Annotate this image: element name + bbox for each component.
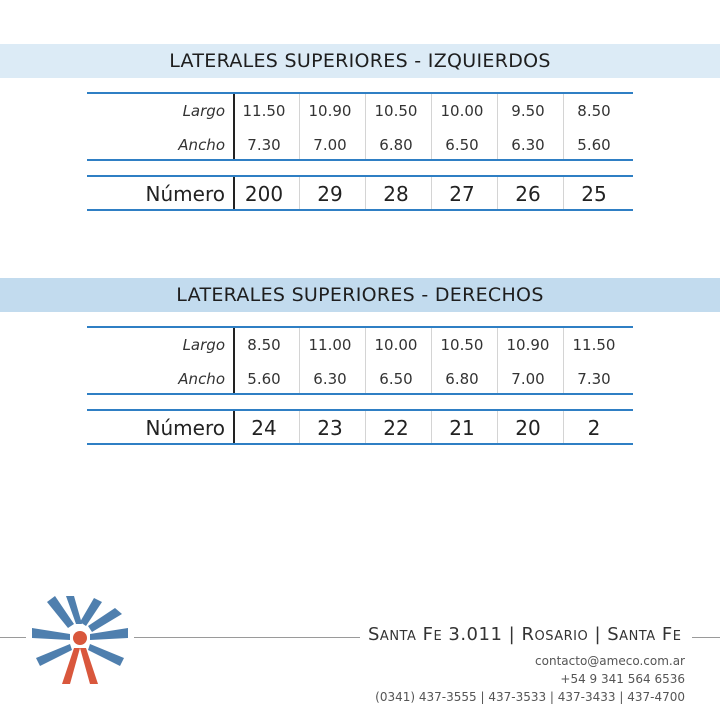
largo-cell: 8.50 bbox=[247, 336, 281, 354]
ameco-logo-icon bbox=[30, 594, 130, 686]
numero-cell: 26 bbox=[515, 182, 541, 206]
ancho-cell: 7.30 bbox=[577, 370, 611, 388]
cell-divider bbox=[497, 177, 498, 209]
cell-divider bbox=[497, 94, 498, 159]
footer-rule-middle bbox=[134, 637, 360, 638]
table-row-largo bbox=[87, 328, 633, 362]
cell-divider bbox=[365, 94, 366, 159]
ancho-cell: 5.60 bbox=[577, 136, 611, 154]
table-row-ancho bbox=[87, 362, 633, 396]
footer-address bbox=[368, 624, 681, 650]
contact-mobile: +54 9 341 564 6536 bbox=[560, 672, 685, 686]
cell-divider bbox=[299, 177, 300, 209]
numero-cell: 28 bbox=[383, 182, 409, 206]
table-row-ancho bbox=[87, 128, 633, 162]
largo-cell: 11.50 bbox=[572, 336, 616, 354]
ancho-cell: 7.00 bbox=[511, 370, 545, 388]
table-row-numero bbox=[87, 411, 633, 445]
cell-divider bbox=[299, 328, 300, 393]
cell-divider bbox=[431, 328, 432, 393]
ancho-cell: 7.00 bbox=[313, 136, 347, 154]
largo-cell: 11.00 bbox=[308, 336, 352, 354]
address-separator: | bbox=[508, 624, 516, 645]
numero-cell: 29 bbox=[317, 182, 343, 206]
table-mid-rule bbox=[87, 393, 633, 395]
ancho-cell: 6.80 bbox=[379, 136, 413, 154]
table-mid-rule bbox=[87, 159, 633, 161]
table-bottom-rule bbox=[87, 443, 633, 445]
contact-phones: (0341) 437-3555 | 437-3533 | 437-3433 | 437-4700 bbox=[375, 690, 685, 704]
numero-cell: 2 bbox=[587, 416, 601, 440]
cell-divider bbox=[365, 177, 366, 209]
table-row-numero bbox=[87, 177, 633, 211]
footer-rule-left bbox=[0, 637, 26, 638]
largo-cell: 11.50 bbox=[242, 102, 286, 120]
ancho-cell: 6.30 bbox=[511, 136, 545, 154]
row-label-numero: Número bbox=[145, 416, 225, 440]
cell-divider bbox=[497, 411, 498, 443]
row-label-numero: Número bbox=[145, 182, 225, 206]
numero-cell: 25 bbox=[581, 182, 607, 206]
column-divider bbox=[233, 177, 235, 209]
largo-cell: 10.90 bbox=[506, 336, 550, 354]
address-separator: | bbox=[594, 624, 602, 645]
largo-cell: 10.00 bbox=[374, 336, 418, 354]
cell-divider bbox=[497, 328, 498, 393]
ancho-cell: 6.50 bbox=[379, 370, 413, 388]
cell-divider bbox=[299, 411, 300, 443]
ancho-cell: 7.30 bbox=[247, 136, 281, 154]
row-label-largo: Largo bbox=[182, 336, 225, 354]
row-label-ancho: Ancho bbox=[178, 370, 225, 388]
cell-divider bbox=[365, 328, 366, 393]
column-divider bbox=[233, 411, 235, 443]
table-bottom-rule bbox=[87, 209, 633, 211]
footer-rule-right bbox=[692, 637, 720, 638]
largo-cell: 10.50 bbox=[374, 102, 418, 120]
ancho-cell: 6.80 bbox=[445, 370, 479, 388]
table-row-largo bbox=[87, 94, 633, 128]
largo-cell: 10.90 bbox=[308, 102, 352, 120]
largo-cell: 8.50 bbox=[577, 102, 611, 120]
cell-divider bbox=[299, 94, 300, 159]
numero-cell: 20 bbox=[515, 416, 541, 440]
cell-divider bbox=[365, 411, 366, 443]
section-title-izquierdos: LATERALES SUPERIORES - IZQUIERDOS bbox=[0, 44, 720, 78]
contact-email[interactable]: contacto@ameco.com.ar bbox=[535, 654, 685, 668]
address-city: Rosario bbox=[521, 624, 589, 645]
ancho-cell: 6.50 bbox=[445, 136, 479, 154]
address-province: Santa Fe bbox=[607, 624, 682, 645]
row-label-largo: Largo bbox=[182, 102, 225, 120]
section-title-derechos: LATERALES SUPERIORES - DERECHOS bbox=[0, 278, 720, 312]
numero-cell: 23 bbox=[317, 416, 343, 440]
column-divider bbox=[233, 94, 235, 159]
cell-divider bbox=[563, 328, 564, 393]
cell-divider bbox=[431, 411, 432, 443]
cell-divider bbox=[563, 94, 564, 159]
numero-cell: 21 bbox=[449, 416, 475, 440]
ancho-cell: 5.60 bbox=[247, 370, 281, 388]
largo-cell: 10.00 bbox=[440, 102, 484, 120]
ancho-cell: 6.30 bbox=[313, 370, 347, 388]
largo-cell: 9.50 bbox=[511, 102, 545, 120]
column-divider bbox=[233, 328, 235, 393]
cell-divider bbox=[431, 177, 432, 209]
cell-divider bbox=[563, 411, 564, 443]
largo-cell: 10.50 bbox=[440, 336, 484, 354]
cell-divider bbox=[563, 177, 564, 209]
numero-cell: 27 bbox=[449, 182, 475, 206]
numero-cell: 22 bbox=[383, 416, 409, 440]
row-label-ancho: Ancho bbox=[178, 136, 225, 154]
numero-cell: 200 bbox=[244, 182, 284, 206]
numero-cell: 24 bbox=[251, 416, 277, 440]
cell-divider bbox=[431, 94, 432, 159]
address-street: Santa Fe 3.011 bbox=[368, 624, 503, 645]
